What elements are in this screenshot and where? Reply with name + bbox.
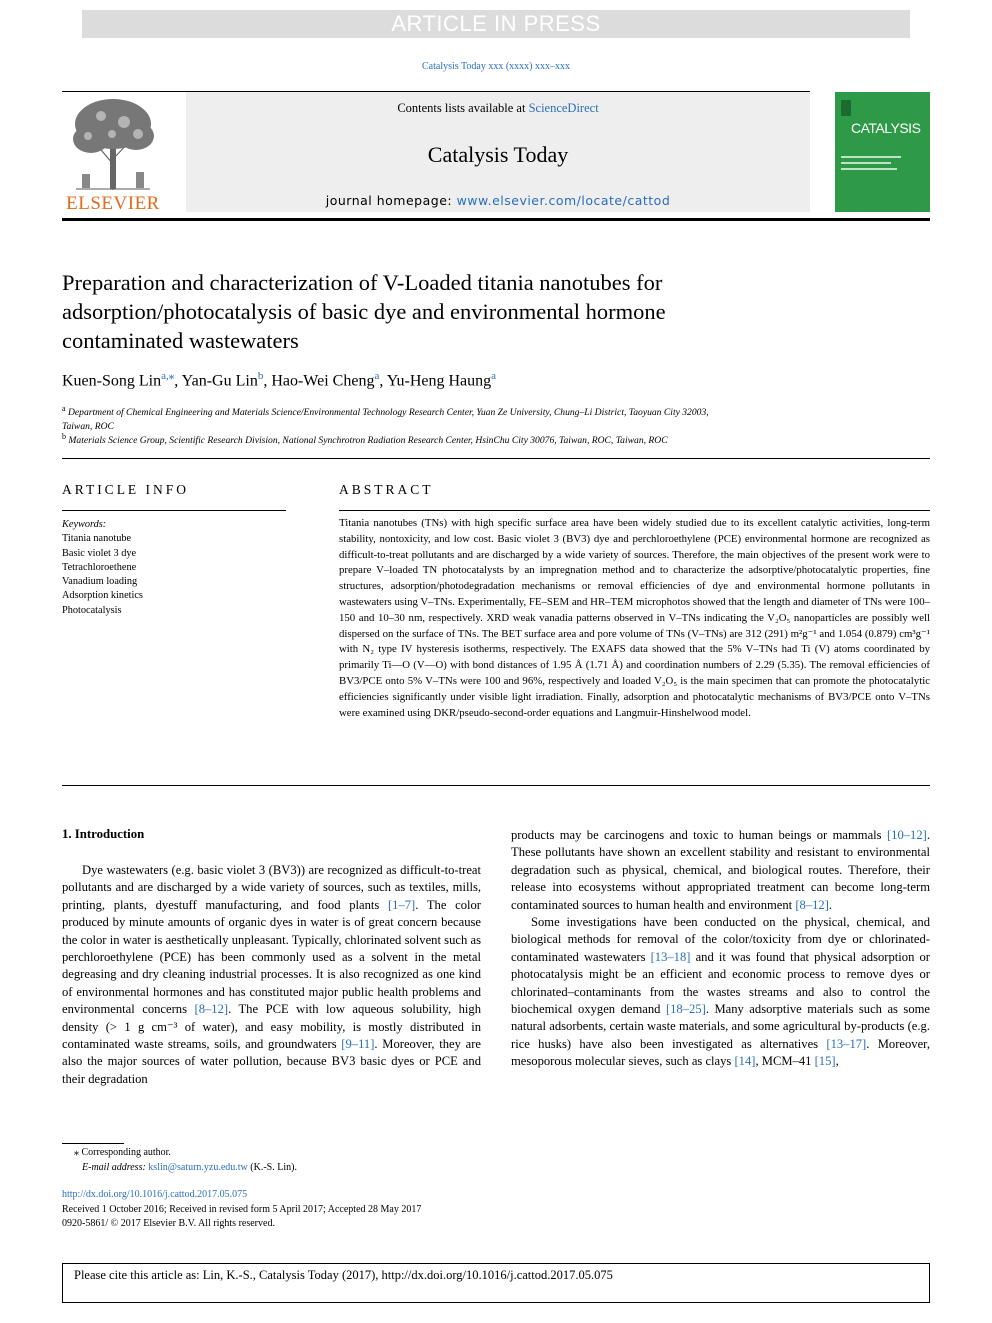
body-text: . Moreover, they are also the major sources of water pollution, because BV3 basic dyes or PCE and their degradation xyxy=(62,1037,482,1086)
keyword: Photocatalysis xyxy=(62,604,122,616)
intro-left-column xyxy=(62,862,481,1088)
doi-link[interactable]: http://dx.doi.org/10.1016/j.cattod.2017.05.075 xyxy=(62,1189,248,1200)
citation-link[interactable]: [15] xyxy=(814,1054,836,1069)
citation-text: Please cite this article as: Lin, K.-S., Catalysis Today (2017), http://dx.doi.org/10.1016/j.cattod.2017.05.075 xyxy=(74,1268,613,1282)
article-info-rule xyxy=(62,510,286,511)
citation-link[interactable]: [8–12] xyxy=(194,1002,229,1017)
body-text: products may be carcinogens and toxic to human beings or mammals xyxy=(511,828,887,842)
citation-link[interactable]: [10–12] xyxy=(886,828,927,842)
author-list: Kuen-Song Lin$^{a,⁎}$, Yan-Gu Lin$^b$, Hao-Wei Cheng$^a$, Yu-Heng Haung$^a$ xyxy=(62,370,497,390)
keywords-block: Keywords: Titania nanotube Basic violet 3 dye Tetrachloroethene Vanadium loading Adsorption kinetics Photocatalysis xyxy=(62,518,286,618)
header-bottom-rule xyxy=(62,218,930,221)
affiliation-b: $^b$ Materials Science Group, Scientific Research Division, National Synchrotron Radiation Research Center, HsinChu City 30076, Taiwan, ROC, Taiwan, ROC xyxy=(62,432,668,447)
email-note: E-mail address: kslin@saturn.yzu.edu.tw (K.-S. Lin). xyxy=(82,1162,297,1173)
copyright: 0920-5861/ © 2017 Elsevier B.V. All rights reserved. xyxy=(62,1218,275,1229)
article-title: Preparation and characterization of V-Loaded titania nanotubes for adsorption/photocatalysis of basic dye and environmental hormone contaminated wastewaters xyxy=(62,270,666,353)
divider xyxy=(62,458,930,459)
homepage-link[interactable]: www.elsevier.com/locate/cattod xyxy=(456,193,671,208)
divider xyxy=(62,785,930,786)
cover-title: CATALYSIS xyxy=(851,120,921,136)
received-dates: Received 1 October 2016; Received in revised form 5 April 2017; Accepted 28 May 2017 xyxy=(62,1204,422,1215)
author[interactable]: Kuen-Song Lin xyxy=(62,372,162,390)
citation-link[interactable]: [1–7] xyxy=(387,897,416,912)
citation-link[interactable]: [18–25] xyxy=(665,1002,706,1017)
citation-link[interactable]: [8–12] xyxy=(795,897,829,912)
body-text: , MCM–41 xyxy=(755,1054,815,1069)
journal-homepage: journal homepage: www.elsevier.com/locate/cattod xyxy=(325,193,671,208)
sciencedirect-link[interactable]: ScienceDirect xyxy=(528,101,599,115)
article-info-heading: ARTICLE INFO xyxy=(62,482,190,497)
keyword: Titania nanotube xyxy=(62,533,132,545)
body-text: . The PCE with low aqueous solubility, high density (> 1 g cm⁻³ of water), and easy mobility, is mostly distributed in contaminated waste streams, soils, and groundwaters xyxy=(62,1002,481,1052)
body-text: . Many adsorptive materials such as some natural adsorbents, certain waste materials, and some agricultural by-products (e.g. rice husks) have also been investigated as alternatives xyxy=(511,1002,930,1051)
contents-line: Contents lists available at ScienceDirect xyxy=(397,101,599,115)
abstract-text: Titania nanotubes (TNs) with high specific surface area have been widely studied due to its excellent catalytic activities, long-term stability, nontoxicity, and low cost. Basic violet 3 (BV3) dye and perchloroethylene (PCE) environmental hormone are recognized as difficult-to-treat pollutants and are discharged by a wide variety of sources. Therefore, the main objectives of the present work were to prepare V–loaded TN photocatalysts by an impregnation method and to characterize the adsorptive/photocatalytic properties, fine structures, adsorption/photodegradation mechanisms or removal efficiencies of dye and environmental hormone pollutants in wastewaters using V–TNs. Experimentally, FE–SEM and HR–TEM microphotos showed that the length and diameter of TNs were 100–150 and 10–30 nm, respectively. XRD weak vanadia patterns observed in V–TNs indicating the V₂O₅ nanoparticles are possibly well dispersed on the surface of TNs. The BET surface area and pore volume of TNs (V–TNs) are 312 (291) m²g⁻¹ and 1.054 (0.879) cm³g⁻¹ with N₂ type IV hysteresis isotherms, respectively. The EXAFS data showed that the 5% V–TNs had Ti (V) atoms coordinated by primarily Ti—O (V—O) with bond distances of 1.95 Å (1.71 Å) and coordination numbers of 2.29 (5.35). The removal efficiencies of BV3/PCE onto 5% V–TNs were 100 and 96%, respectively and loaded V₂O₅ is the main specimen that can promote the photocatalytic efficiencies significantly under visible light irradiation. Finally, adsorption and photocatalytic mechanisms of BV3/PCE onto V–TNs were examined using DKR/pseudo-second-order equations and Langmuir-Hinshelwood model. xyxy=(339,517,930,719)
abstract-rule xyxy=(339,510,930,511)
author[interactable]: Yu-Heng Haung xyxy=(386,372,492,390)
body-text: . The color produced by minute amounts of organic dyes in water is of great concern because the color in water is aesthetically unpleasant. Typically, chlorinated solvent such as perchloroethylene (PCE) has been commonly used as a solvent in the metal degreasing and dry cleaning industrial processes. It is also recognized as one kind of environmental hormones and has constituted major public health problems and environmental concerns xyxy=(62,897,481,1017)
citation-link[interactable]: [14] xyxy=(734,1054,756,1069)
keyword: Basic violet 3 dye xyxy=(62,547,137,559)
keyword: Vanadium loading xyxy=(62,576,138,588)
author[interactable]: Hao-Wei Cheng xyxy=(271,372,375,390)
body-text: and it was found that physical adsorption or photocatalysis might be an efficient and economic process to remove dyes or chlorinated–contaminants from the wastes streams and also to control the biochemical oxygen demand xyxy=(511,949,930,1017)
body-text: , xyxy=(835,1054,839,1069)
corresponding-note: ⁎ Corresponding author. xyxy=(74,1147,171,1158)
keyword: Adsorption kinetics xyxy=(62,590,143,602)
journal-title: Catalysis Today xyxy=(427,142,569,167)
journal-cover-thumbnail[interactable] xyxy=(835,92,930,212)
intro-right-column xyxy=(511,827,930,1071)
body-text: Dye wastewaters (e.g. basic violet 3 (BV3)) are recognized as difficult-to-treat pollutants and are discharged by a wide variety of sources, such as textiles, mills, printing, plants, dyestuff manufacturing, and food plants xyxy=(62,863,481,912)
journal-reference[interactable]: Catalysis Today xxx (xxxx) xxx–xxx xyxy=(422,61,570,72)
citation-link[interactable]: [13–17] xyxy=(826,1036,867,1051)
article-in-press-banner: ARTICLE IN PRESS xyxy=(82,10,910,38)
elsevier-tree-logo xyxy=(66,94,160,192)
footnote-rule xyxy=(62,1143,124,1144)
affiliation-a: $^a$ Department of Chemical Engineering and Materials Science/Environmental Technology Research Center, Yuan Ze University, Chung–Li District, Taoyuan City 32003, Taiwan, ROC xyxy=(62,404,709,433)
email-link[interactable]: kslin@saturn.yzu.edu.tw xyxy=(148,1162,248,1173)
citation-link[interactable]: [9–11] xyxy=(341,1037,375,1052)
author[interactable]: Yan-Gu Lin xyxy=(181,372,258,390)
citation-link[interactable]: [13–18] xyxy=(650,949,691,964)
body-text: Some investigations have been conducted on the physical, chemical, and biological methods for removal of the color/toxicity from dye or chlorinated-contaminated wastewaters xyxy=(511,915,930,964)
body-text: . xyxy=(828,897,833,912)
section-heading: 1. Introduction xyxy=(62,827,145,841)
body-text: . Moreover, mesoporous molecular sieves, such as clays xyxy=(511,1036,930,1069)
body-text: . These pollutants have shown an excellent stability and resistant to environmental degradation such as physical, chemical, and biological routes. Therefore, their release into ecosystems without appropriated treatment can become long-term contaminated sources to human health and environment xyxy=(511,828,930,912)
abstract-heading: ABSTRACT xyxy=(339,482,434,497)
keyword: Tetrachloroethene xyxy=(62,561,137,573)
elsevier-wordmark: ELSEVIER xyxy=(66,193,160,214)
